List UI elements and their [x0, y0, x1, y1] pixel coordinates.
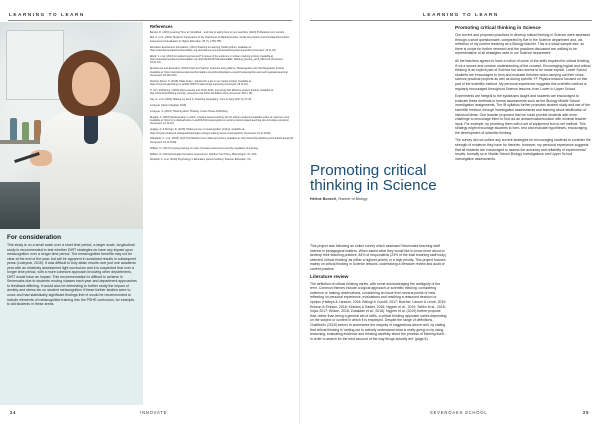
article-column-1	[310, 244, 447, 344]
reference-item: Wakefield, C. et al. (2018) 'AQA Third Edition User's Manual' [online]. Available at: http://www.hhpublishing.com/LASSImanual.pdf (Accessed: 19.11.2018).	[150, 137, 293, 144]
photo-bottle	[22, 122, 29, 140]
reference-item: Lockyear (cited in Mughal, 2018)	[150, 104, 187, 107]
literature-review-heading: Literature review	[310, 274, 349, 280]
reference-item: Woolfolk, A. et al. (2010) Psychology in Education [second edition]. Pearson Education, UK.	[150, 158, 252, 162]
photo-window	[6, 30, 64, 100]
reference-item: Quigley, A. & Stringer, E. (2018) 'Making sense of metacognition' [online]. Available at: https://impact.chartered.college/article/quigley-stringer-making-sense-metacognition/ (Accessed: 15.11.2018).	[150, 128, 271, 135]
article-column-2	[455, 25, 592, 164]
running-head: LEARNING TO LEARN	[423, 12, 499, 17]
practice-paragraph: Experiments are integral to the syllabuses taught and students are encouraged to evaluate these methods in formal assessments such as the Biology Middle School investigation assignments. The IB syllabus further promotes student study and use of the scientific method, through investigative assessments and learning about falsification of historical ideas. One teacher proposed that we could provide students with more challenge to encourage them to find out an answer/value/solution with minimal teacher input. For example, by providing them with a set of equipment but no set method. This strategy might encourage students to form, test and evaluate hypotheses, encouraging the development of scientific thinking.	[455, 94, 591, 135]
practice-heading: Promoting critical thinking in Science	[455, 26, 541, 31]
journal-name: INNOVATE	[140, 410, 168, 415]
byline	[310, 197, 450, 201]
photo-top	[84, 114, 98, 144]
consideration-paragraph: This study is on a small scale over a short time period, a larger scale, longitudinal study is recommended to test whether DIRT strategies do have any impact upon metacognition over a longer time period. The metacognitive benefits may not be clear at the end of the year, but will be apparent in sustained results in subsequent years (Lockyear, 2015). It was difficult to fully attain results over just one academic year with an relatively assessment light curriculum and it is suspected that over a longer time period, with a more cohesive approach involving other departments, DIRT would have an impact. This recommendation is difficult to achieve in Sevenoaks due to students moving classes each year and department approaches to feedback differing. It would also be interesting to further study the impact of anxiety and stress etc on student metacognition if these further studies were to occur and had statistically significant findings then it would be recommended to include elements of metacognitive training into the PSHE curriculum, for example, to aid students in these areas.	[7, 243, 137, 307]
teacher-lab-photo	[0, 22, 143, 229]
intro-paragraph: This project was following an online survey which assessed Sevenoaks teaching staff interest in pedagogical matters. When asked what they would like to know more about to develop their teaching practice, 84% of respondents (23% of the total teaching staff body) selected 'critical thinking' as either a highest priority or a high priority. This project focuses mainly on critical thinking in Science lessons, undertaking a literature review and audit of current practice.	[310, 244, 446, 271]
literature-review-paragraph: The definition of critical thinking varies, with some acknowledging the ambiguity of the term. Common themes include a logical approach or scientific thinking, considering evidence or making observations, considering an issue from several points of view, reflecting on personal experience, evaluations and reaching a reasoned decision or opinion (Halleys & Larsson, 2018; Bellugi & Cundill, 2017; Butcher, Larson & Lemb, 2019; Erikson & Erikson, 2018; Kirsdow & Sadler, 2018; Nygren et al., 2019; Sellbo et al., 2018; Vojac 2017; Wilson, 2018; Zubaidah et al., 2018). Nygren et al. (2019) further propose that, rather than being a general set of skills, a critical thinking approach varies depending on the subject or context in which it is employed. Despite the range of definitions, Chatfield's (2018) seems to summarise the majority of suggestions above well, by stating that critical thinking is 'setting out to actively understand what is really going on by using reasoning, evaluating evidence and thinking carefully about the process of thinking itself... in order to search for the best account of the way things actually are' (page 6).	[310, 281, 447, 341]
right-page	[300, 0, 600, 424]
reference-item: Elliott, V. et al. (2016) A marked improvement? A review of the evidence on written marking [online]. Available at https://educationendowmentfoundation.org.uk/public/files/Publications/EEF_Marking_Review_April_2016.pdf (Accessed: 23.01.19)	[150, 54, 284, 65]
author-role: Teacher of Biology	[337, 197, 368, 202]
reference-item: Mughal, A. (2018) Metacognition in action: practice-based teaching tips for today's students [available online at: www.tes.com]. Available at: https://my.shadowbooks.co.uk/2018/11/metacognition-in-action-practice-based-teaching-tips-for-todays-students/ (Accessed: 12.12.18).	[150, 115, 290, 126]
practice-paragraph: Our current and proposed practices to develop critical thinking in Science were assessed through a short questionnaire, completed by five in the Science department and, via reflection of my current teaching as a Biology teacher. This is a small sample size, so there is scope for further research and the practices discussed are unlikely to be representative of all strategies used in our Science department.	[455, 33, 591, 56]
references-title: References	[150, 24, 173, 29]
reference-item: Fletcher-Wood, H. (2018) 'Make better - labelled for a gel on an impact [online]. Available at: https://improvingteaching.co.uk/2017/09/17/make-things-improving (Accessed: 28.11.18).	[150, 79, 252, 87]
consideration-box	[0, 229, 143, 405]
photo-face	[72, 62, 110, 106]
article-title: Promoting critical thinking in Science	[310, 162, 437, 195]
practice-paragraph: The survey did not outline any current strategies for encouraging students to consider the strength of evidence they have for theories. However, my personal experience suggests that all students are encouraged to assess the accuracy and reliability of experimental results, formally so in Middle School Biology investigations and Upper School investigative assessments.	[455, 138, 591, 161]
reference-item: William, D. (2017) Keeping learning on track: formative assessment and the regulation of learning.	[150, 146, 259, 150]
references	[150, 24, 293, 164]
running-head: LEARNING TO LEARN	[9, 12, 85, 17]
reference-item: William, D. (2011) Embedded formative assessment. Solution Tree Press, Bloomington, IN, USA.	[150, 152, 258, 156]
page-number: 24	[10, 410, 17, 415]
page-number: 25	[583, 410, 590, 415]
reference-item: Bell, A. et al. (2016) 'Students' Perceptions of the Usefulness of Marking Guides, Grade Descriptors and Annotated Exemplars. Assessment & Evaluation in Higher Education, 38 (7), p769-788.	[150, 36, 290, 43]
reference-item: Education Endowment Foundation, (2011) Teaching & Learning Toolkit [online]. Available at: https://educationendowmentfoundation.org.uk/evidence-summaries/teaching-learning-toolkit (Accessed: 15.11.18)	[150, 45, 276, 52]
practice-paragraph: All the teachers agreed to have a notion of some of the skills required for critical thinking, if not a secure and concise understanding of the concept. Encouraging logical and critical thinking is an explicit part of Science but also seems to be made explicit. Lower School students are encouraged to form and evaluate theories when carrying out their cross-science practical projects as well as during specific YF Physics lessons focused on this part of the scientific method. My personal experience suggests this scientific method is regularly encouraged throughout Science lessons, from Lower to Upper School.	[455, 58, 591, 91]
article-title-block	[310, 163, 450, 201]
photo-bottle	[10, 118, 17, 140]
reference-item: Kay, S. et al. (2019) 'Making my work in: Teaching Geography.' June & Tying 2017 pp 27-30.	[150, 98, 252, 102]
header-rule	[8, 20, 292, 21]
consideration-title: For consideration	[7, 234, 61, 241]
school-name: SEVENOAKS SCHOOL	[430, 410, 488, 415]
reference-item: H. & H. Publishing. (2018) AQA Learning and Study Skills: Improving Self-Effective student [online]. Available at: http://www.hhpublishing.com/ap/_assessments/LASSI-3rd-Edition.html (Accessed: 28.11.18).	[150, 88, 274, 96]
reference-item: Barrow, R. (2016) Learning Time to: Simplified... and how to apply them to your teaching. (2020) Publications Ltd. London.	[150, 30, 285, 34]
header-rule	[310, 20, 592, 21]
reference-item: Lockyear, S. (2015) Thinking about Thinking. Crown House Publishing.	[150, 109, 229, 113]
reference-item: Endowment and Education, (2018) Pupil and Teacher protocols and guidance: Metacognition and Self Regulation [online]. Available at: https://educationendowmentfoundation.org.uk/tools/guidance-reports/metacognition-and-self-regulated-learning/ (Accessed: 25.102.018).	[150, 67, 288, 77]
author-name: Hélène Boncell,	[310, 197, 337, 202]
photo-hand	[30, 150, 52, 166]
